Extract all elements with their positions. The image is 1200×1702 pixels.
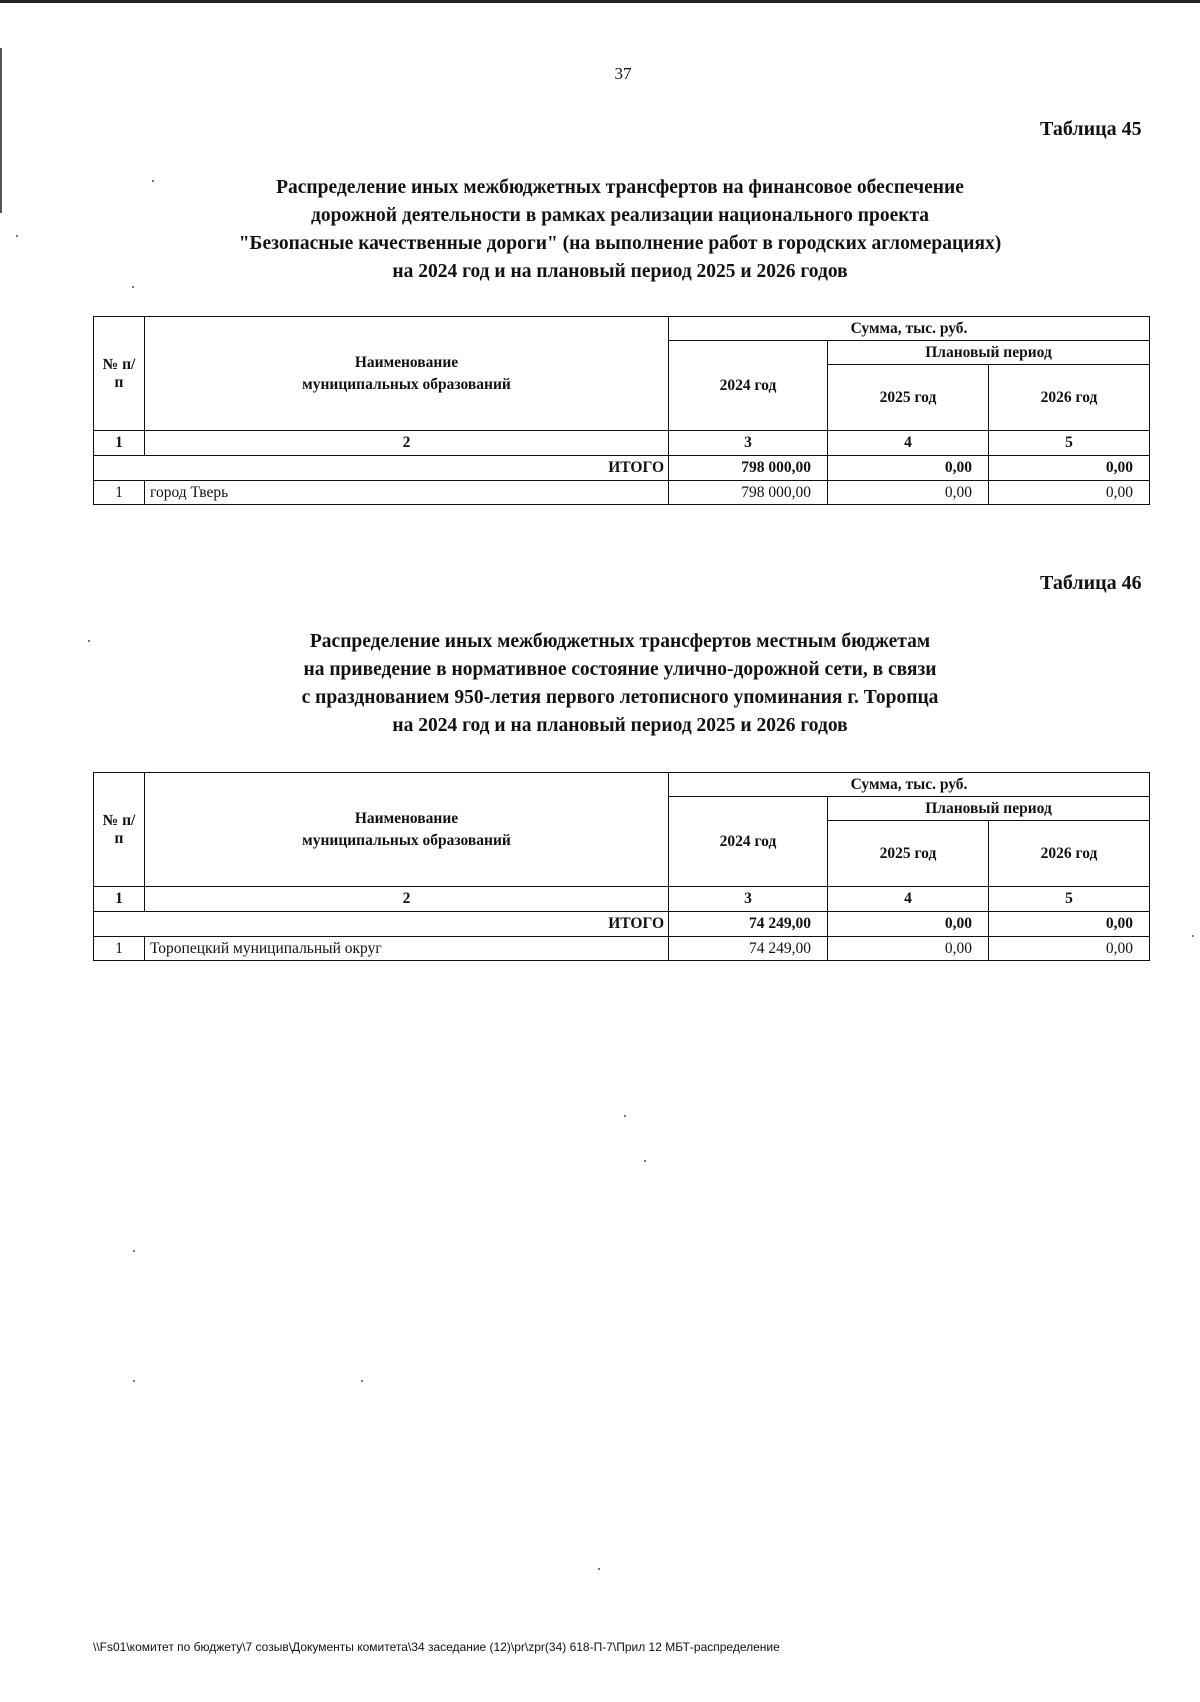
header-name — [145, 317, 669, 431]
table45-title — [130, 174, 1110, 286]
table45-title-line-2: дорожной деятельности в рамках реализации национального проекта — [310, 205, 930, 226]
header-name-line-1: Наименование — [354, 353, 459, 371]
row-name: Торопецкий муниципальный округ — [145, 937, 669, 961]
column-number: 5 — [989, 887, 1150, 912]
column-number: 4 — [828, 887, 989, 912]
row-2025: 0,00 — [828, 937, 989, 961]
header-2025: 2025 год — [828, 821, 989, 887]
row-name: город Тверь — [145, 481, 669, 505]
column-number: 4 — [828, 431, 989, 456]
table45-title-line-1: Распределение иных межбюджетных трансфертов на финансовое обеспечение — [276, 177, 964, 198]
scan-top-border — [0, 0, 1200, 3]
table46-title-line-3: с празднованием 950-летия первого летописного упоминания г. Торопца — [301, 687, 939, 708]
scan-speck — [598, 1568, 600, 1570]
column-number: 5 — [989, 431, 1150, 456]
column-number: 3 — [669, 887, 828, 912]
scan-speck — [152, 180, 154, 182]
header-2024: 2024 год — [669, 797, 828, 887]
header-name-line-2: муниципальных образований — [302, 375, 511, 393]
table45-label: Таблица 45 — [1040, 118, 1142, 140]
table46-label: Таблица 46 — [1040, 572, 1142, 594]
column-numbers-row — [94, 431, 1150, 456]
table46-title-line-1: Распределение иных межбюджетных трансфертов местным бюджетам — [309, 631, 931, 652]
header-2026: 2026 год — [989, 821, 1150, 887]
column-numbers-row — [94, 887, 1150, 912]
table45-title-line-4: на 2024 год и на плановый период 2025 и 2026 годов — [392, 261, 848, 282]
column-number: 3 — [669, 431, 828, 456]
scan-speck — [133, 1250, 135, 1252]
scan-speck — [644, 1160, 646, 1162]
table46-title-line-4: на 2024 год и на плановый период 2025 и 2026 годов — [392, 715, 848, 736]
total-label: ИТОГО — [94, 912, 669, 937]
row-2026: 0,00 — [989, 481, 1150, 505]
header-name — [145, 773, 669, 887]
row-num: 1 — [94, 481, 145, 505]
header-num-label: № п/п — [102, 355, 136, 391]
header-num-label: № п/п — [102, 811, 136, 847]
header-name-line-1: Наименование — [354, 809, 459, 827]
total-row — [94, 456, 1150, 481]
total-2026: 0,00 — [989, 912, 1150, 937]
table-row — [94, 481, 1150, 505]
total-2024: 798 000,00 — [669, 456, 828, 481]
header-num — [94, 773, 145, 887]
page-number: 37 — [614, 64, 632, 83]
column-number: 2 — [145, 431, 669, 456]
header-plan-period: Плановый период — [828, 341, 1150, 365]
total-label: ИТОГО — [94, 456, 669, 481]
scan-speck — [361, 1380, 363, 1382]
row-2026: 0,00 — [989, 937, 1150, 961]
scan-speck — [132, 286, 134, 288]
scan-speck — [88, 640, 90, 642]
column-number: 1 — [94, 887, 145, 912]
header-2024: 2024 год — [669, 341, 828, 431]
scan-speck — [624, 1115, 626, 1117]
table46 — [93, 772, 1150, 961]
column-number: 1 — [94, 431, 145, 456]
header-plan-period: Плановый период — [828, 797, 1150, 821]
total-2024: 74 249,00 — [669, 912, 828, 937]
header-sum: Сумма, тыс. руб. — [669, 773, 1150, 797]
column-number: 2 — [145, 887, 669, 912]
total-row — [94, 912, 1150, 937]
header-name-line-2: муниципальных образований — [302, 831, 511, 849]
row-2025: 0,00 — [828, 481, 989, 505]
total-2026: 0,00 — [989, 456, 1150, 481]
total-2025: 0,00 — [828, 456, 989, 481]
row-2024: 798 000,00 — [669, 481, 828, 505]
header-sum: Сумма, тыс. руб. — [669, 317, 1150, 341]
row-num: 1 — [94, 937, 145, 961]
table45 — [93, 316, 1150, 505]
table46-title — [130, 628, 1110, 740]
scan-speck — [1192, 935, 1194, 937]
scan-speck — [133, 1380, 135, 1382]
table-row — [94, 937, 1150, 961]
header-2025: 2025 год — [828, 365, 989, 431]
header-2026: 2026 год — [989, 365, 1150, 431]
table45-title-line-3: "Безопасные качественные дороги" (на выполнение работ в городских агломерациях) — [238, 233, 1002, 254]
total-2025: 0,00 — [828, 912, 989, 937]
file-path-footer: \\Fs01\комитет по бюджету\7 созыв\Документы комитета\34 заседание (12)\pr\zpr(34) 618-П-7\Прил 12 МБТ-распределение — [93, 1640, 780, 1654]
scan-speck — [16, 235, 18, 237]
header-num — [94, 317, 145, 431]
table46-title-line-2: на приведение в нормативное состояние улично-дорожной сети, в связи — [303, 659, 937, 680]
row-2024: 74 249,00 — [669, 937, 828, 961]
